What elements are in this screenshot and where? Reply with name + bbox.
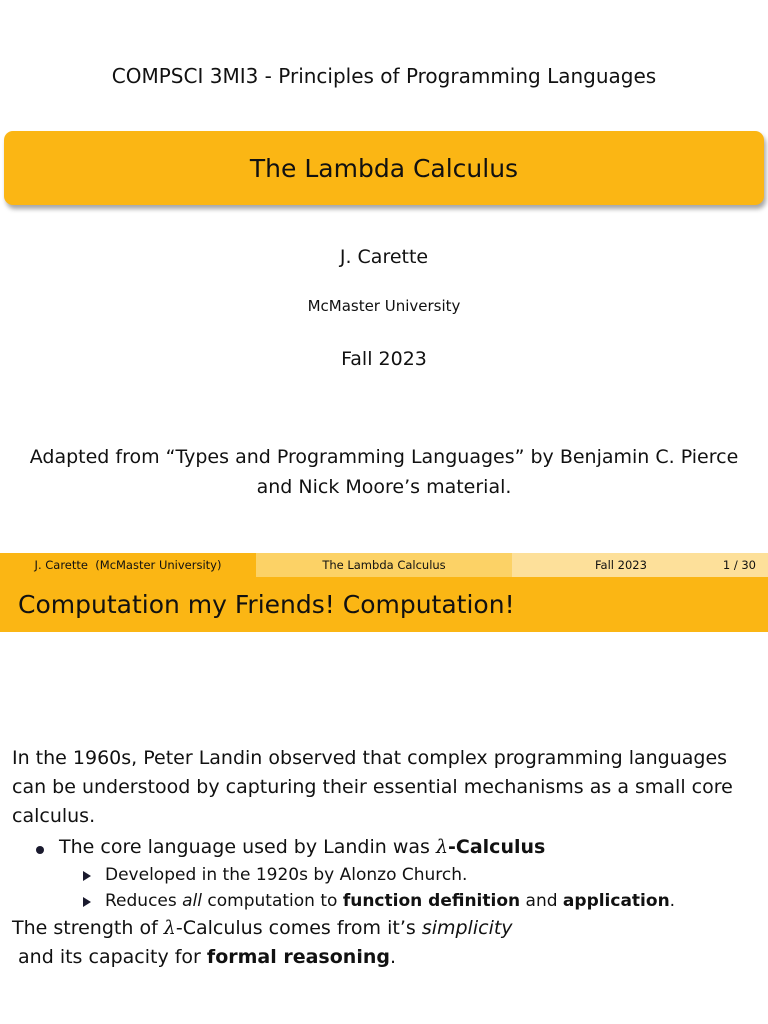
strength-end: . [389,946,397,968]
sub-bullet-2 [12,888,752,914]
lambda-symbol: λ [435,836,449,858]
triangle-bullet-icon [83,897,91,907]
sub2-end: . [669,891,676,911]
footer-author [0,553,256,577]
bullet-item [12,833,752,862]
strength-text-b: -Calculus comes from it’s [175,917,422,939]
strength-formal-reasoning: formal reasoning [206,946,390,968]
adapted-line-1: Adapted from “Types and Programming Languages” by Benjamin C. Pierce [29,446,739,468]
author: J. Carette [339,246,429,268]
intro-paragraph: In the 1960s, Peter Landin observed that complex programming languages can be understood by capturing their essential mechanisms as a small core calculus. [12,747,733,827]
frame-title: Computation my Friends! Computation! [18,590,515,619]
footer-title-text: The Lambda Calculus [322,558,446,572]
date: Fall 2023 [341,348,427,370]
institution: McMaster University [307,297,461,315]
bullet-bold: -Calculus [448,836,546,858]
sub2-and: and [520,891,563,911]
strength-paragraph [12,914,752,972]
footer-title [256,553,512,577]
lambda-symbol: λ [163,917,176,939]
footer-date: Fall 2023 [595,558,647,572]
sub2-text-b: computation to [202,891,343,911]
strength-text-c: and its capacity for [12,946,207,968]
course-name: COMPSCI 3MI3 - Principles of Programming Languages [111,64,657,88]
sub2-text-a: Reduces [105,891,183,911]
sub-bullet-1 [12,862,752,888]
slide-footer [0,553,768,577]
sub2-all: all [182,891,203,911]
strength-simplicity: simplicity [421,917,513,939]
triangle-bullet-icon [83,871,91,881]
sub2-function-definition: function definition [342,891,521,911]
footer-author-text: J. Carette (McMaster University) [34,558,222,572]
bullet-dot-icon [36,846,44,854]
bullet-text: The core language used by Landin was [59,836,436,858]
strength-text-a: The strength of [12,917,164,939]
sub2-application: application [562,891,670,911]
footer-date-page [512,553,768,577]
slide-title: The Lambda Calculus [249,153,519,183]
adapted-line-2: and Nick Moore’s material. [256,476,512,498]
page-number: 1 / 30 [722,558,756,572]
title-box [4,131,764,205]
slide-content [12,744,752,972]
adapted-note [0,442,768,502]
sub-bullet-1-text: Developed in the 1920s by Alonzo Church. [105,865,468,885]
frame-title-bar [0,577,768,632]
